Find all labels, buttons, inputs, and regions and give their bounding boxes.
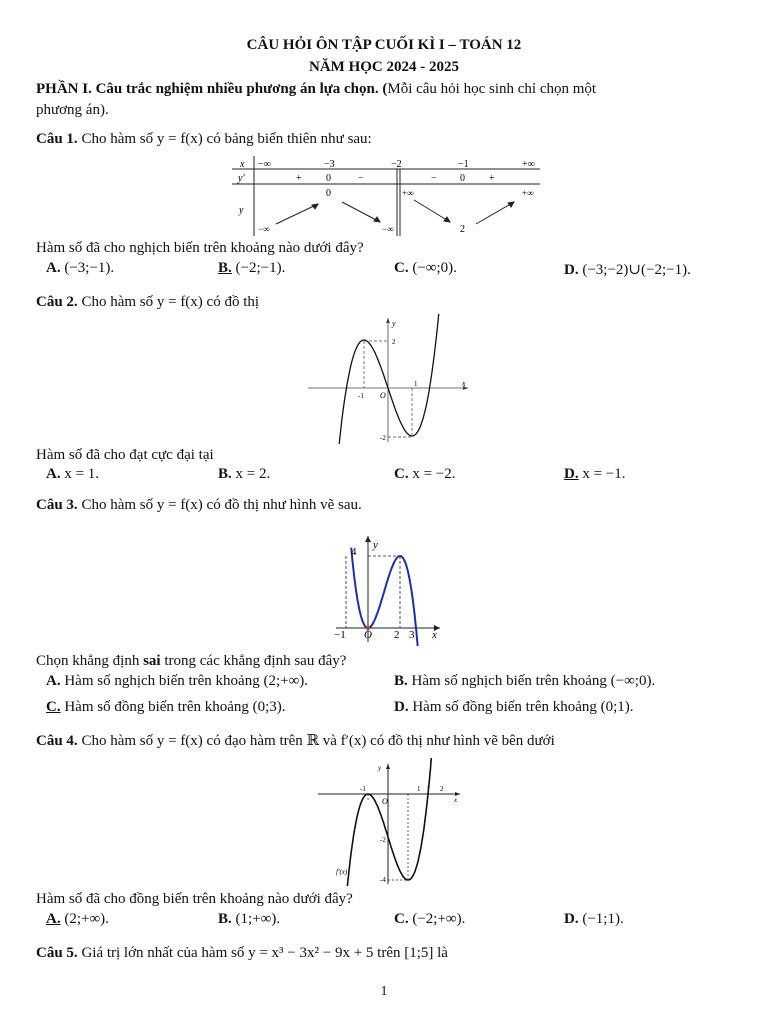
- q3-option-d[interactable]: D. Hàm số đồng biến trên khoảng (0;1).: [394, 699, 634, 715]
- q2-text: Cho hàm số y = f(x) có đồ thị: [77, 294, 260, 310]
- q2-label: Câu 2.: [36, 294, 78, 310]
- q4-tick-2: 2: [440, 785, 444, 793]
- q1-table-sign1: 0: [326, 173, 331, 184]
- q4-options: [46, 911, 740, 931]
- q4-tick-minus2: -2: [380, 836, 386, 844]
- q1-table-sign2: −: [358, 173, 364, 184]
- q2-graph: [308, 314, 474, 444]
- q5-label: Câu 5.: [36, 945, 78, 961]
- q3-tick-3: 3: [409, 629, 415, 641]
- q2-curve: [336, 314, 443, 444]
- q2-options: [46, 466, 740, 486]
- q1-variation-table: [232, 156, 540, 238]
- q3-options-row2: [46, 699, 740, 719]
- q2-question: Hàm số đã cho đạt cực đại tại: [36, 447, 214, 463]
- q1-table-x1: −3: [324, 159, 335, 170]
- q1-options: [46, 260, 740, 280]
- q3-tick-2: 2: [394, 629, 400, 641]
- q3-stem: [36, 496, 740, 515]
- q1-option-d[interactable]: D. (−3;−2)∪(−2;−1).: [564, 262, 691, 278]
- part1-heading-line2: phương án).: [36, 102, 109, 118]
- part1-heading: [36, 80, 740, 99]
- q2-tick-1: 1: [414, 380, 418, 388]
- q1-option-a[interactable]: A. (−3;−1).: [46, 260, 115, 276]
- q1-table-x-label: x: [240, 159, 245, 170]
- part1-heading-rest: Mỗi câu hỏi học sinh chỉ chọn một: [387, 81, 597, 97]
- q4-stem: [36, 732, 740, 751]
- q4-x-label: x: [454, 796, 458, 804]
- q2-tick-minus2: -2: [380, 434, 386, 442]
- q4-text: Cho hàm số y = f(x) có đạo hàm trên ℝ và f′(x) có đồ thị như hình vẽ bên dưới: [77, 733, 555, 749]
- q5-text: Giá trị lớn nhất của hàm số y = x³ − 3x² − 9x + 5 trên [1;5] là: [77, 945, 448, 961]
- q2-stem: [36, 293, 740, 312]
- q1-table-x2: −2: [391, 159, 402, 170]
- q1-table-sign4: 0: [460, 173, 465, 184]
- q1-stem: [36, 130, 740, 149]
- q3-text: Cho hàm số y = f(x) có đồ thị như hình vẽ sau.: [77, 497, 362, 513]
- q2-option-c[interactable]: C. x = −2.: [394, 466, 456, 482]
- q1-table-y2: +∞: [522, 188, 534, 198]
- q2-tick-minus1: -1: [358, 392, 364, 400]
- exam-year: NĂM HỌC 2024 - 2025: [309, 59, 459, 75]
- q2-option-a[interactable]: A. x = 1.: [46, 466, 100, 482]
- q3-x-label: x: [432, 629, 437, 641]
- page-number: 1: [380, 984, 388, 999]
- q3-y-label: y: [373, 539, 378, 551]
- q4-label: Câu 4.: [36, 733, 78, 749]
- q1-table-x3: −1: [458, 159, 469, 170]
- q4-option-d[interactable]: D. (−1;1).: [564, 911, 624, 927]
- q1-table-y5: 2: [460, 224, 465, 235]
- q1-table-sign5: +: [489, 173, 495, 184]
- q1-label: Câu 1.: [36, 131, 78, 147]
- q3-tick-minus1: −1: [334, 629, 346, 641]
- q1-table-sign0: +: [296, 173, 302, 184]
- q4-tick-minus4: -4: [380, 876, 386, 884]
- q2-option-b[interactable]: B. x = 2.: [218, 466, 271, 482]
- q3-origin-label: O: [364, 629, 372, 641]
- q4-option-c[interactable]: C. (−2;+∞).: [394, 911, 466, 927]
- q4-question: Hàm số đã cho đồng biến trên khoảng nào dưới đây?: [36, 891, 353, 907]
- q2-tick-2: 2: [392, 338, 396, 346]
- q1-table-yp-label: y': [238, 173, 245, 184]
- q4-tick-minus1: -1: [360, 785, 366, 793]
- q3-option-c[interactable]: C. Hàm số đồng biến trên khoảng (0;3).: [46, 699, 286, 715]
- q4-tick-1: 1: [417, 785, 421, 793]
- q4-option-b[interactable]: B. (1;+∞).: [218, 911, 281, 927]
- q1-table-y3: −∞: [258, 224, 270, 234]
- part1-heading-bold: PHẦN I. Câu trắc nghiệm nhiều phương án lựa chọn. (: [36, 81, 388, 97]
- q3-label: Câu 3.: [36, 497, 78, 513]
- q1-option-c[interactable]: C. (−∞;0).: [394, 260, 457, 276]
- q2-option-d[interactable]: D. x = −1.: [564, 466, 626, 482]
- q1-table-y4: −∞: [382, 224, 394, 234]
- q2-origin-label: O: [380, 391, 386, 400]
- q3-tick-4: 4: [351, 546, 357, 558]
- q1-table-x0: −∞: [258, 159, 271, 170]
- q3-options-row1: [46, 673, 740, 693]
- q1-option-b[interactable]: B. (−2;−1).: [218, 260, 286, 276]
- q1-table-y-label: y: [239, 205, 244, 216]
- q5-stem: [36, 944, 740, 963]
- q4-y-label: y: [378, 764, 382, 772]
- q1-table-y1: +∞: [402, 188, 414, 198]
- q2-x-label: x: [462, 379, 466, 388]
- q4-curve-label: f′(x): [336, 868, 348, 876]
- q3-graph: [328, 532, 446, 646]
- q4-option-a[interactable]: A. (2;+∞).: [46, 911, 109, 927]
- q3-option-a[interactable]: A. Hàm số nghịch biến trên khoảng (2;+∞).: [46, 673, 309, 689]
- exam-title: CÂU HỎI ÔN TẬP CUỐI KÌ I – TOÁN 12: [246, 37, 522, 53]
- q3-option-b[interactable]: B. Hàm số nghịch biến trên khoảng (−∞;0).: [394, 673, 656, 689]
- q1-table-sign3: −: [431, 173, 437, 184]
- q1-table-x4: +∞: [522, 159, 535, 170]
- q2-y-label: y: [392, 319, 396, 328]
- q1-table-y0: 0: [326, 188, 331, 199]
- q4-graph: [316, 758, 466, 886]
- q3-question: Chọn khẳng định sai trong các khẳng định sau đây?: [36, 653, 347, 669]
- q4-origin-label: O: [382, 797, 388, 806]
- q1-text: Cho hàm số y = f(x) có bảng biến thiên như sau:: [77, 131, 372, 147]
- q1-question: Hàm số đã cho nghịch biến trên khoảng nào dưới đây?: [36, 240, 364, 256]
